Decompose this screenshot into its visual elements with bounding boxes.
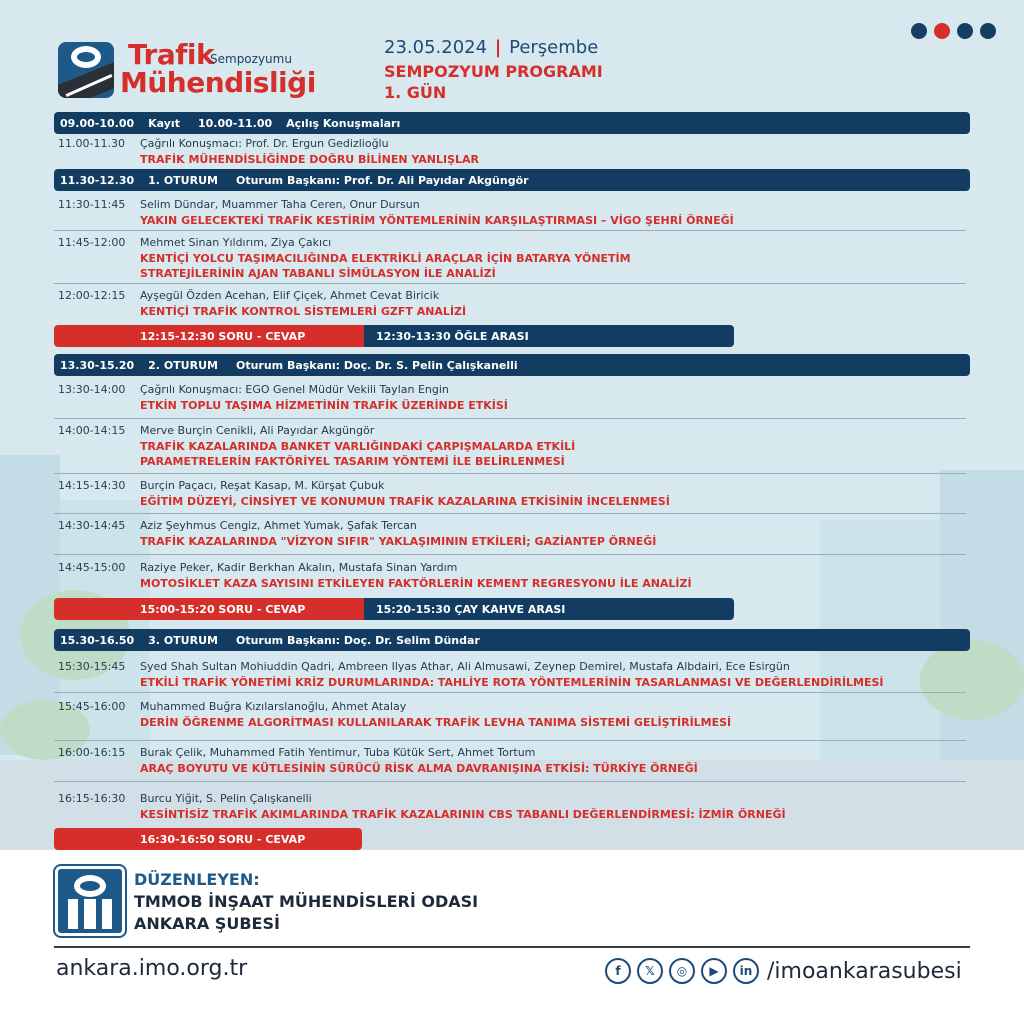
break-label: 12:30-13:30 ÖĞLE ARASI xyxy=(364,325,734,347)
session-bar-3 xyxy=(54,629,970,651)
social-links xyxy=(605,958,962,984)
talk-title: KESİNTİSİZ TRAFİK AKIMLARINDA TRAFİK KAZALARININ CBS TABANLI DEĞERLENDİRMESİ: İZMİR ÖRNEĞİ xyxy=(140,808,786,821)
talk-title: TRAFİK KAZALARINDA BANKET VARLIĞINDAKİ ÇARPIŞMALARDA ETKİLİ PARAMETRELERİN FAKTÖRİYEL TASARIM YÖNTEMİ İLE BELİRLENMESİ xyxy=(140,440,576,468)
talk-time: 11.00-11.30 xyxy=(58,137,125,150)
organizer-name-line2: ANKARA ŞUBESİ xyxy=(134,914,280,933)
bar-time: 15.30-16.50 xyxy=(60,633,135,647)
day-label: 1. GÜN xyxy=(384,83,447,102)
divider xyxy=(54,513,966,514)
header-info xyxy=(384,37,603,102)
break-bar-2 xyxy=(54,598,734,620)
weekday: Perşembe xyxy=(509,37,599,58)
footer xyxy=(0,850,1024,1024)
x-icon[interactable]: 𝕏 xyxy=(637,958,663,984)
footer-divider xyxy=(54,946,970,948)
session-chair: Oturum Başkanı: Prof. Dr. Ali Payıdar Akgüngör xyxy=(235,173,529,187)
bar-label: 2. OTURUM xyxy=(148,358,218,372)
talk-speakers: Mehmet Sinan Yıldırım, Ziya Çakıcı xyxy=(140,236,332,249)
talk-title: DERİN ÖĞRENME ALGORİTMASI KULLANILARAK TRAFİK LEVHA TANIMA SİSTEMİ GELİŞTİRİLMESİ xyxy=(140,716,732,729)
youtube-icon[interactable]: ▶ xyxy=(701,958,727,984)
program-title: SEMPOZYUM PROGRAMI xyxy=(384,62,603,81)
session-bar-1 xyxy=(54,169,970,191)
break-label: 15:20-15:30 ÇAY KAHVE ARASI xyxy=(364,598,734,620)
bar-label: 1. OTURUM xyxy=(148,173,218,187)
talk-title: EĞİTİM DÜZEYİ, CİNSİYET VE KONUMUN TRAFİK KAZALARINA ETKİSİNİN İNCELENMESİ xyxy=(140,495,670,508)
talk-speakers: Muhammed Buğra Kızılarslanoğlu, Ahmet Atalay xyxy=(140,700,407,713)
organizer-name-line1: TMMOB İNŞAAT MÜHENDİSLERİ ODASI xyxy=(134,892,479,911)
talk-time: 13:30-14:00 xyxy=(58,383,126,396)
talk-speakers: Raziye Peker, Kadir Berkhan Akalın, Mustafa Sinan Yardım xyxy=(140,561,458,574)
session-bar-2 xyxy=(54,354,970,376)
talk-speakers: Çağrılı Konuşmacı: EGO Genel Müdür Vekili Taylan Engin xyxy=(140,383,449,396)
dot xyxy=(957,23,973,39)
date-separator: | xyxy=(494,37,502,58)
talk-time: 11:30-11:45 xyxy=(58,198,126,211)
bar-label: Açılış Konuşmaları xyxy=(286,116,401,130)
bar-time: 10.00-11.00 xyxy=(197,116,273,130)
divider xyxy=(54,473,966,474)
bar-label: Kayıt xyxy=(148,116,180,130)
qa-label: 12:15-12:30 SORU - CEVAP xyxy=(54,325,364,347)
talk-title: ARAÇ BOYUTU VE KÜTLESİNİN SÜRÜCÜ RİSK ALMA DAVRANIŞINA ETKİSİ: TÜRKİYE ÖRNEĞİ xyxy=(140,762,698,775)
bar-time: 13.30-15.20 xyxy=(60,358,135,372)
talk-time: 14:00-14:15 xyxy=(58,424,126,437)
divider xyxy=(54,283,966,284)
talk-title: KENTİÇİ TRAFİK KONTROL SİSTEMLERİ GZFT ANALİZİ xyxy=(140,305,467,318)
talk-title: KENTİÇİ YOLCU TAŞIMACILIĞINDA ELEKTRİKLİ ARAÇLAR İÇİN BATARYA YÖNETİM STRATEJİLERİNİN AJAN TABANLI SİMÜLASYON İLE ANALİZİ xyxy=(140,252,631,280)
divider xyxy=(54,230,966,231)
talk-speakers: Çağrılı Konuşmacı: Prof. Dr. Ergun Gedizlioğlu xyxy=(140,137,389,150)
road-logo-icon xyxy=(58,42,114,98)
talk-time: 14:45-15:00 xyxy=(58,561,126,574)
talk-speakers: Ayşegül Özden Acehan, Elif Çiçek, Ahmet Cevat Biricik xyxy=(140,289,440,302)
talk-speakers: Syed Shah Sultan Mohiuddin Qadri, Ambreen Ilyas Athar, Ali Almusawi, Zeynep Demirel, Mustafa Albdairi, Ece Esirgün xyxy=(140,660,790,673)
qa-label: 15:00-15:20 SORU - CEVAP xyxy=(54,598,364,620)
symposium-logo xyxy=(58,38,328,104)
talk-time: 12:00-12:15 xyxy=(58,289,126,302)
session-bar-opening xyxy=(54,112,970,134)
divider xyxy=(54,692,966,693)
instagram-icon[interactable]: ◎ xyxy=(669,958,695,984)
talk-time: 14:30-14:45 xyxy=(58,519,126,532)
event-date xyxy=(384,37,603,58)
session-chair: Oturum Başkanı: Doç. Dr. Selim Dündar xyxy=(235,633,480,647)
divider xyxy=(54,418,966,419)
talk-speakers: Aziz Şeyhmus Cengiz, Ahmet Yumak, Şafak Tercan xyxy=(140,519,417,532)
bar-time: 11.30-12.30 xyxy=(60,173,135,187)
imo-logo-icon xyxy=(55,866,125,936)
talk-title: ETKİLİ TRAFİK YÖNETİMİ KRİZ DURUMLARINDA: TAHLİYE ROTA YÖNTEMLERİNİN TASARLANMASI VE DEĞERLENDİRİLMESİ xyxy=(140,676,884,689)
talk-speakers: Selim Dündar, Muammer Taha Ceren, Onur Dursun xyxy=(140,198,420,211)
logo-word-sempozyumu: Sempozyumu xyxy=(210,52,292,66)
talk-speakers: Burcu Yiğit, S. Pelin Çalışkanelli xyxy=(140,792,312,805)
divider xyxy=(54,554,966,555)
talk-time: 16:00-16:15 xyxy=(58,746,126,759)
logo-word-trafik: Trafik xyxy=(128,38,215,71)
talk-time: 14:15-14:30 xyxy=(58,479,126,492)
organizer-label: DÜZENLEYEN: xyxy=(134,870,260,889)
facebook-icon[interactable]: f xyxy=(605,958,631,984)
bar-time: 09.00-10.00 xyxy=(60,116,135,130)
divider xyxy=(54,740,966,741)
bar-label: 3. OTURUM xyxy=(148,633,218,647)
talk-title: TRAFİK KAZALARINDA "VİZYON SIFIR" YAKLAŞIMININ ETKİLERİ; GAZİANTEP ÖRNEĞİ xyxy=(140,535,657,548)
talk-title: MOTOSİKLET KAZA SAYISINI ETKİLEYEN FAKTÖRLERİN KEMENT REGRESYONU İLE ANALİZİ xyxy=(140,577,692,590)
logo-word-muhendisligi: Mühendisliği xyxy=(120,66,316,99)
social-handle[interactable]: /imoankarasubesi xyxy=(767,958,962,984)
break-bar-1 xyxy=(54,325,734,347)
linkedin-icon[interactable]: in xyxy=(733,958,759,984)
dot xyxy=(911,23,927,39)
talk-time: 15:30-15:45 xyxy=(58,660,126,673)
website-link[interactable]: ankara.imo.org.tr xyxy=(56,956,248,981)
talk-time: 16:15-16:30 xyxy=(58,792,126,805)
talk-title: ETKİN TOPLU TAŞIMA HİZMETİNİN TRAFİK ÜZERİNDE ETKİSİ xyxy=(140,399,508,412)
qa-bar-final: 16:30-16:50 SORU - CEVAP xyxy=(54,828,362,850)
talk-time: 15:45-16:00 xyxy=(58,700,126,713)
talk-speakers: Merve Burçin Cenikli, Ali Payıdar Akgüngör xyxy=(140,424,375,437)
talk-title: TRAFİK MÜHENDİSLİĞİNDE DOĞRU BİLİNEN YANLIŞLAR xyxy=(140,153,480,166)
talk-speakers: Burçin Paçacı, Reşat Kasap, M. Kürşat Çubuk xyxy=(140,479,385,492)
dot xyxy=(934,23,950,39)
session-chair: Oturum Başkanı: Doç. Dr. S. Pelin Çalışkanelli xyxy=(235,358,518,372)
divider xyxy=(54,781,966,782)
decorative-dots xyxy=(911,23,996,39)
talk-time: 11:45-12:00 xyxy=(58,236,126,249)
dot xyxy=(980,23,996,39)
talk-speakers: Burak Çelik, Muhammed Fatih Yentimur, Tuba Kütük Sert, Ahmet Tortum xyxy=(140,746,536,759)
date-value: 23.05.2024 xyxy=(384,37,488,58)
talk-title: YAKIN GELECEKTEKİ TRAFİK KESTİRİM YÖNTEMLERİNİN KARŞILAŞTIRMASI – VİGO ŞEHRİ ÖRNEĞİ xyxy=(140,214,734,227)
